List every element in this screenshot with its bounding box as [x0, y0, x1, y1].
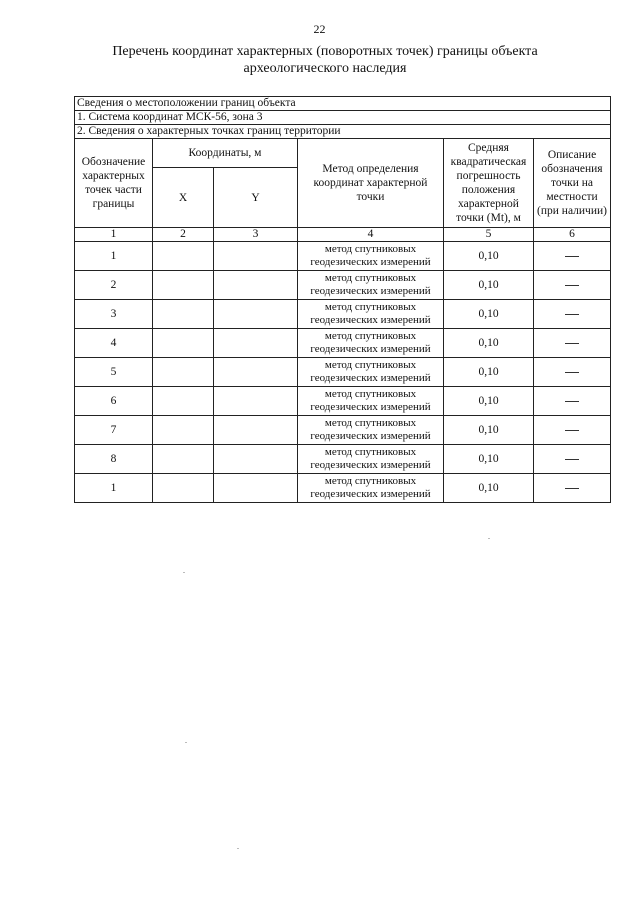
coord-x [153, 329, 214, 358]
column-number: 5 [444, 228, 534, 242]
document-title-line-1: Перечень координат характерных (поворотных точек) границы объекта [112, 44, 538, 59]
method [298, 387, 444, 416]
scan-speck [488, 538, 490, 539]
coord-x [153, 242, 214, 271]
header-description: Описание обозначения точки на местности (при наличии) [534, 139, 611, 228]
table-row [75, 300, 611, 329]
section-header: Сведения о местоположении границ объекта [75, 97, 611, 111]
coord-system: 1. Система координат МСК-56, зона 3 [75, 111, 611, 125]
column-header-row [75, 139, 611, 168]
column-number-row [75, 228, 611, 242]
method-line-2: геодезических измерений [310, 343, 431, 355]
method [298, 271, 444, 300]
document-title-line-2: археологического наследия [243, 61, 407, 76]
coord-x [153, 300, 214, 329]
coord-y [214, 358, 298, 387]
method-line-2: геодезических измерений [310, 459, 431, 471]
coord-y [214, 474, 298, 503]
coord-y [214, 387, 298, 416]
points-header-row [75, 125, 611, 139]
coord-x [153, 445, 214, 474]
description [534, 358, 611, 387]
method [298, 242, 444, 271]
dash-mark [565, 256, 579, 257]
point-designation: 1 [75, 242, 153, 271]
section-header-row [75, 97, 611, 111]
table-row [75, 387, 611, 416]
header-method: Метод определения координат характерной точки [298, 139, 444, 228]
accuracy: 0,10 [444, 358, 534, 387]
table-row [75, 242, 611, 271]
description [534, 300, 611, 329]
method-line-1: метод спутниковых [324, 243, 417, 255]
dash-mark [565, 459, 579, 460]
coord-y [214, 416, 298, 445]
point-designation: 2 [75, 271, 153, 300]
description [534, 416, 611, 445]
column-number: 2 [153, 228, 214, 242]
description [534, 329, 611, 358]
method-line-1: метод спутниковых [324, 330, 417, 342]
point-designation: 7 [75, 416, 153, 445]
dash-mark [565, 430, 579, 431]
description [534, 474, 611, 503]
header-accuracy: Средняя квадратическая погрешность положения характерной точки (Mt), м [444, 139, 534, 228]
table-row [75, 329, 611, 358]
method [298, 358, 444, 387]
method-line-1: метод спутниковых [324, 475, 417, 487]
accuracy: 0,10 [444, 387, 534, 416]
point-designation: 4 [75, 329, 153, 358]
point-designation: 8 [75, 445, 153, 474]
accuracy: 0,10 [444, 300, 534, 329]
column-number: 4 [298, 228, 444, 242]
dash-mark [565, 314, 579, 315]
table-row [75, 271, 611, 300]
method-line-2: геодезических измерений [310, 256, 431, 268]
accuracy: 0,10 [444, 329, 534, 358]
accuracy: 0,10 [444, 474, 534, 503]
description [534, 387, 611, 416]
coordinates-table [74, 96, 611, 503]
method-line-1: метод спутниковых [324, 272, 417, 284]
method-line-1: метод спутниковых [324, 446, 417, 458]
column-number: 1 [75, 228, 153, 242]
method-line-1: метод спутниковых [324, 417, 417, 429]
coord-y [214, 242, 298, 271]
point-designation: 5 [75, 358, 153, 387]
coord-y [214, 329, 298, 358]
page-number: 22 [313, 22, 326, 36]
method-line-2: геодезических измерений [310, 372, 431, 384]
table-row [75, 358, 611, 387]
header-coordinates: Координаты, м [153, 139, 298, 168]
method [298, 329, 444, 358]
coord-x [153, 416, 214, 445]
coord-x [153, 387, 214, 416]
header-designation: Обозначение характерных точек части границы [75, 139, 153, 228]
method-line-2: геодезических измерений [310, 401, 431, 413]
method-line-1: метод спутниковых [324, 359, 417, 371]
column-number: 6 [534, 228, 611, 242]
method-line-1: метод спутниковых [324, 388, 417, 400]
coord-y [214, 300, 298, 329]
accuracy: 0,10 [444, 445, 534, 474]
accuracy: 0,10 [444, 416, 534, 445]
scan-speck [185, 742, 187, 743]
dash-mark [565, 401, 579, 402]
method-line-1: метод спутниковых [324, 301, 417, 313]
method [298, 474, 444, 503]
description [534, 445, 611, 474]
method-line-2: геодезических измерений [310, 430, 431, 442]
header-x: X [153, 168, 214, 228]
coord-x [153, 271, 214, 300]
table-row [75, 445, 611, 474]
dash-mark [565, 343, 579, 344]
description [534, 271, 611, 300]
scan-speck [183, 572, 185, 573]
method [298, 445, 444, 474]
coord-y [214, 271, 298, 300]
point-designation: 3 [75, 300, 153, 329]
coord-x [153, 358, 214, 387]
points-header: 2. Сведения о характерных точках границ территории [75, 125, 611, 139]
scan-speck [237, 848, 239, 849]
accuracy: 0,10 [444, 271, 534, 300]
header-y: Y [214, 168, 298, 228]
dash-mark [565, 488, 579, 489]
accuracy: 0,10 [444, 242, 534, 271]
document-title [90, 43, 560, 77]
table-row [75, 416, 611, 445]
method [298, 416, 444, 445]
description [534, 242, 611, 271]
column-number: 3 [214, 228, 298, 242]
method-line-2: геодезических измерений [310, 285, 431, 297]
coord-y [214, 445, 298, 474]
method-line-2: геодезических измерений [310, 488, 431, 500]
method-line-2: геодезических измерений [310, 314, 431, 326]
coord-system-row [75, 111, 611, 125]
dash-mark [565, 285, 579, 286]
coord-x [153, 474, 214, 503]
point-designation: 6 [75, 387, 153, 416]
point-designation: 1 [75, 474, 153, 503]
method [298, 300, 444, 329]
dash-mark [565, 372, 579, 373]
table-row [75, 474, 611, 503]
